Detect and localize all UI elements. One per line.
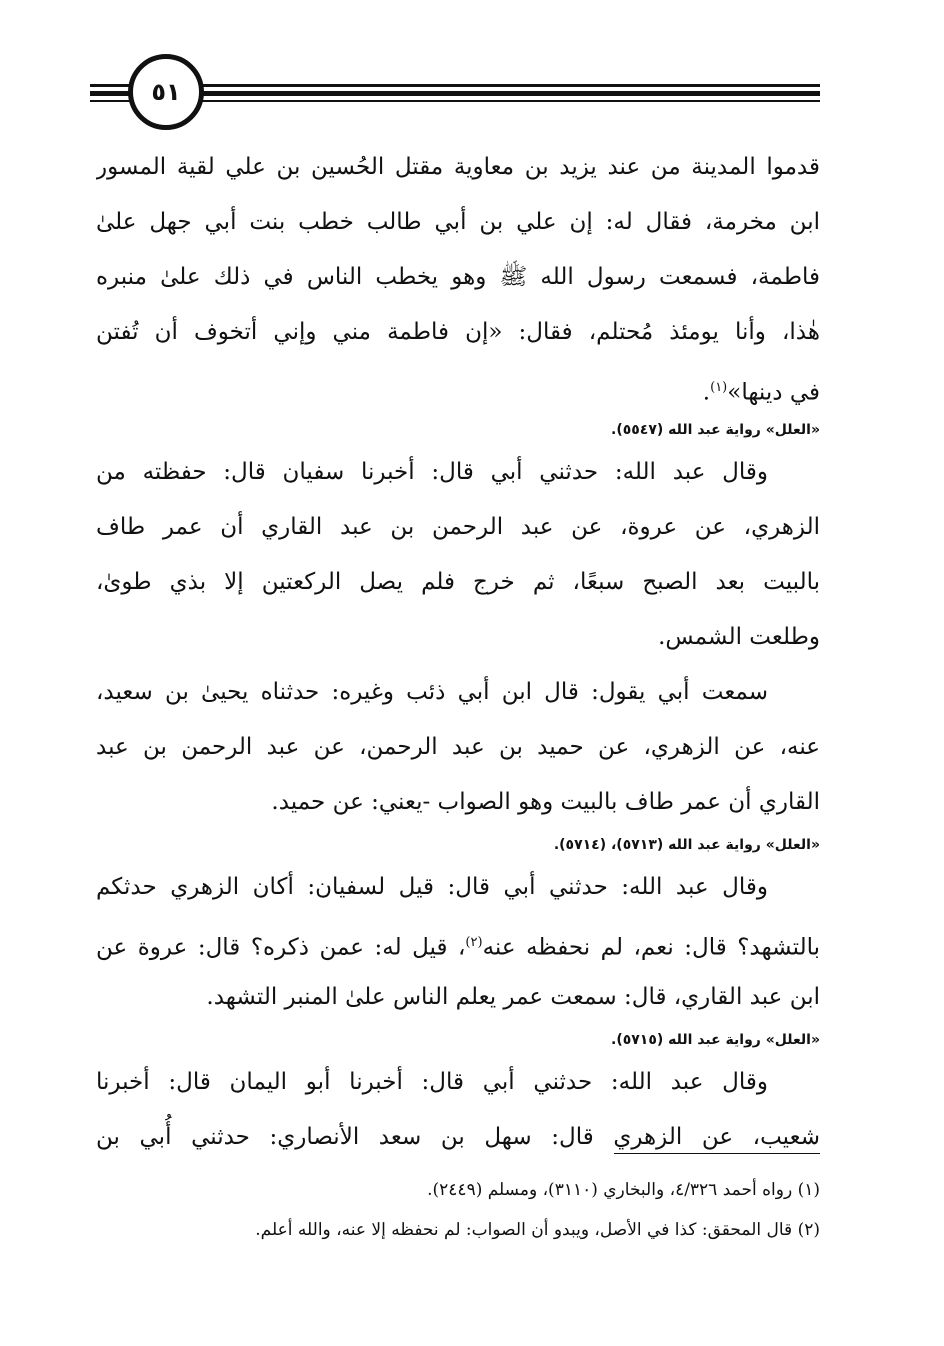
text-line bbox=[96, 915, 820, 970]
line-text: بالتشهد؟ قال: نعم، لم نحفظه عنه bbox=[482, 934, 820, 961]
line-text: وقال عبد الله: حدثني أبي قال: أخبرنا سفيان قال: حفظته من bbox=[96, 459, 768, 485]
footnote bbox=[96, 1210, 820, 1250]
line-text: وطلعت الشمس. bbox=[658, 624, 820, 650]
text-line bbox=[96, 720, 820, 775]
footnote-number: (٢) bbox=[797, 1220, 820, 1240]
text-line bbox=[96, 500, 820, 555]
footnote-text: قال المحقق: كذا في الأصل، ويبدو أن الصواب: لم نحفظه إلا عنه، والله أعلم. bbox=[255, 1220, 793, 1240]
page-header bbox=[90, 50, 820, 130]
line-text: قدموا المدينة من عند يزيد بن معاوية مقتل الحُسين بن علي لقية المسور bbox=[96, 154, 820, 180]
line-text: بالبيت بعد الصبح سبعًا، ثم خرج فلم يصل الركعتين إلا بذي طوىٰ، bbox=[96, 569, 820, 595]
text-line bbox=[96, 445, 820, 500]
text-line bbox=[96, 360, 820, 415]
text-line bbox=[96, 775, 820, 830]
line-text: الزهري، عن عروة، عن عبد الرحمن بن عبد القاري أن عمر طاف bbox=[96, 514, 820, 540]
text-line bbox=[96, 250, 820, 305]
text-line bbox=[96, 140, 820, 195]
line-text: ابن مخرمة، فقال له: إن علي بن أبي طالب خطب بنت أبي جهل علىٰ bbox=[96, 209, 820, 235]
line-text: وقال عبد الله: حدثني أبي قال: قيل لسفيان: أكان الزهري حدثكم bbox=[96, 874, 768, 900]
text-line bbox=[96, 610, 820, 665]
line-text: وقال عبد الله: حدثني أبي قال: أخبرنا أبو اليمان قال: أخبرنا bbox=[96, 1069, 768, 1095]
footnotes bbox=[96, 1170, 820, 1250]
footnote-ref: (١) bbox=[710, 380, 728, 395]
footnote bbox=[96, 1170, 820, 1210]
line-text: فاطمة، فسمعت رسول الله ﷺ وهو يخطب الناس في ذلك علىٰ منبره bbox=[96, 264, 820, 290]
source-citation bbox=[96, 830, 820, 860]
line-text: هٰذا، وأنا يومئذ مُحتلم، فقال: «إن فاطمة مني وإني أتخوف أن تُفتن bbox=[96, 319, 820, 345]
text-line bbox=[96, 1110, 820, 1165]
page-number: ٥١ bbox=[128, 54, 204, 130]
footnote-text: رواه أحمد ٤/٣٢٦، والبخاري (٣١١٠)، ومسلم (٢٤٤٩). bbox=[427, 1180, 793, 1200]
text-line bbox=[96, 305, 820, 360]
footnote-number: (١) bbox=[797, 1180, 820, 1200]
line-text: «العلل» رواية عبد الله (٥٥٤٧). bbox=[611, 422, 820, 438]
text-line bbox=[96, 555, 820, 610]
text-line bbox=[96, 970, 820, 1025]
source-citation bbox=[96, 1025, 820, 1055]
line-text: «العلل» رواية عبد الله (٥٧١٣)، (٥٧١٤). bbox=[553, 837, 820, 853]
line-text-end: ، قيل له: عمن ذكره؟ قال: عروة عن bbox=[96, 934, 466, 961]
line-text: «العلل» رواية عبد الله (٥٧١٥). bbox=[611, 1032, 820, 1048]
source-citation bbox=[96, 415, 820, 445]
text-line bbox=[96, 665, 820, 720]
footnote-separator bbox=[614, 1153, 820, 1154]
line-text: سمعت أبي يقول: قال ابن أبي ذئب وغيره: حدثناه يحيىٰ بن سعيد، bbox=[96, 679, 768, 705]
body-text bbox=[96, 140, 820, 1165]
line-text: عنه، عن الزهري، عن حميد بن عبد الرحمن، عن عبد الرحمن بن عبد bbox=[96, 734, 820, 760]
text-line bbox=[96, 195, 820, 250]
line-text: في دينها» bbox=[727, 379, 820, 406]
text-line bbox=[96, 1055, 820, 1110]
line-text: شعيب، عن الزهري قال: سهل بن سعد الأنصاري: حدثني أُبي بن bbox=[96, 1124, 820, 1150]
line-text-end: . bbox=[702, 379, 711, 406]
text-line bbox=[96, 860, 820, 915]
line-text: القاري أن عمر طاف بالبيت وهو الصواب -يعني: عن حميد. bbox=[271, 789, 820, 815]
line-text: ابن عبد القاري، قال: سمعت عمر يعلم الناس علىٰ المنبر التشهد. bbox=[206, 984, 820, 1010]
footnote-ref: (٢) bbox=[465, 935, 483, 950]
